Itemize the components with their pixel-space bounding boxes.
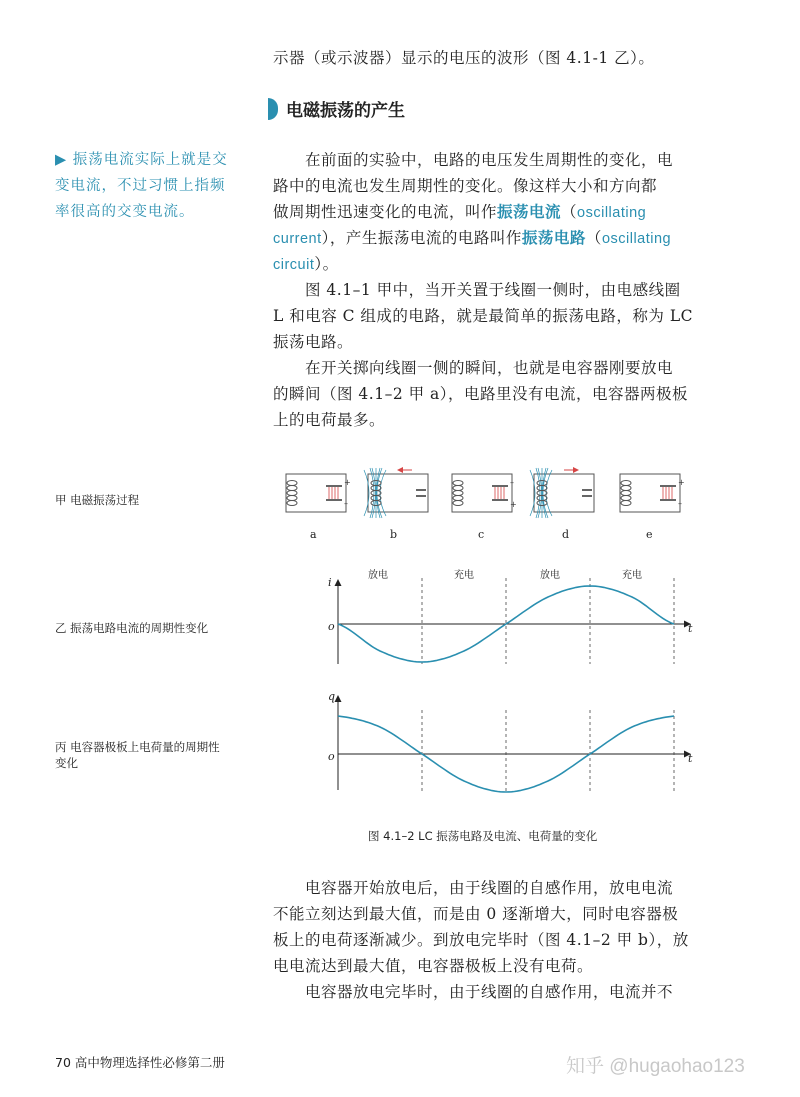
para1-l4a: current [273,231,322,247]
axis-label-o-current: o [328,620,335,633]
circuit-b [364,468,428,518]
para4-line-1: 电容器开始放电后，由于线圈的自感作用，放电电流 [305,879,674,897]
chart-charge [328,690,693,794]
term-oscillating-en-2: oscillating [601,231,672,247]
para1-l5b: ）。 [314,255,339,273]
circuit-a [286,474,351,512]
para3-line-2: 的瞬间（图 4.1–2 甲 a），电路里没有电流，电容器两极板 [273,385,689,403]
figure-label-yi: 乙 振荡电路电流的周期性变化 [55,621,209,635]
svg-text:+: + [344,478,351,487]
circuit-label-a: a [310,528,317,541]
para1-line-4 [273,226,671,248]
para1-line-5 [273,252,339,274]
side-note-line-3: 率很高的交变电流。 [55,204,195,220]
chart-current [328,568,693,664]
phase-label-4: 充电 [622,570,642,581]
side-note-line-1: ▶ 振荡电流实际上就是交 [55,152,228,168]
circuit-label-b: b [390,528,398,541]
para2-line-2: L 和电容 C 组成的电路，就是最简单的振荡电路，称为 LC [273,307,694,325]
svg-text:+: + [510,500,517,509]
svg-text:–: – [344,499,348,508]
para1-l3b: （ [561,203,578,221]
para3-line-3: 上的电荷最多。 [273,411,386,429]
svg-text:–: – [678,499,682,508]
section-title: 电磁振荡的产生 [286,101,405,121]
axis-label-i: i [328,576,332,589]
circuit-label-e: e [646,528,653,541]
para1-l4b: ），产生振荡电流的电路叫作 [321,229,522,247]
para4-line-2: 不能立刻达到最大值，而是由 0 逐渐增大，同时电容器极 [273,905,679,923]
para3-line-1: 在开关掷向线圈一侧的瞬间，也就是电容器刚要放电 [305,359,674,377]
axis-label-o-charge: o [328,750,335,763]
para1-line-2: 路中的电流也发生周期性的变化。像这样大小和方向都 [273,177,658,195]
figure-caption: 图 4.1–2 LC 振荡电路及电流、电荷量的变化 [368,829,598,843]
para2-line-3: 振荡电路。 [273,333,354,351]
axis-label-t-charge: t [688,752,693,765]
circuit-e [620,474,685,512]
para1-l4c: （ [585,229,602,247]
circuit-label-d: d [562,528,570,541]
side-note-line-2: 变电流，不过习惯上指频 [55,178,226,194]
top-text-line: 示器（或示波器）显示的电压的波形（图 4.1-1 乙）。 [273,49,655,67]
figure-lc-oscillation [270,460,700,800]
circuit-label-c: c [478,528,485,541]
figure-label-bing-1: 丙 电容器极板上电荷量的周期性 [55,740,220,754]
watermark: 知乎 @hugaohao123 [566,1056,745,1077]
figure-label-bing-2: 变化 [55,756,78,770]
svg-text:–: – [510,478,514,487]
circuit-c [452,474,517,512]
para5-line-1: 电容器放电完毕时，由于线圈的自感作用，电流并不 [305,983,674,1001]
figure-label-jia: 甲 电磁振荡过程 [55,493,140,507]
phase-label-3: 放电 [540,570,560,581]
capacitor-field [329,487,338,499]
para4-line-3: 板上的电荷逐渐减少。到放电完毕时（图 4.1–2 甲 b），放 [273,931,689,949]
para1-line-3 [273,200,646,222]
section-marker [268,98,278,120]
para1-l5a: circuit [273,257,315,273]
para4-line-4: 电电流达到最大值，电容器极板上没有电荷。 [273,957,594,975]
axis-label-q: q [328,690,336,703]
term-oscillating-circuit: 振荡电路 [521,229,586,247]
coil [287,481,297,506]
axis-label-t-current: t [688,622,693,635]
term-oscillating-current: 振荡电流 [497,203,562,221]
phase-label-1: 放电 [368,570,388,581]
para2-line-1: 图 4.1–1 甲中，当开关置于线圈一侧时，由电感线圈 [305,281,681,299]
page-footer: 70 高中物理选择性必修第二册 [55,1055,225,1070]
para1-line-1: 在前面的实验中，电路的电压发生周期性的变化，电 [305,151,674,169]
svg-text:+: + [678,478,685,487]
circuit-d [530,468,594,518]
phase-label-2: 充电 [454,570,474,581]
term-oscillating-en-1: oscillating [577,205,647,221]
para1-l3a: 做周期性迅速变化的电流，叫作 [273,203,498,221]
